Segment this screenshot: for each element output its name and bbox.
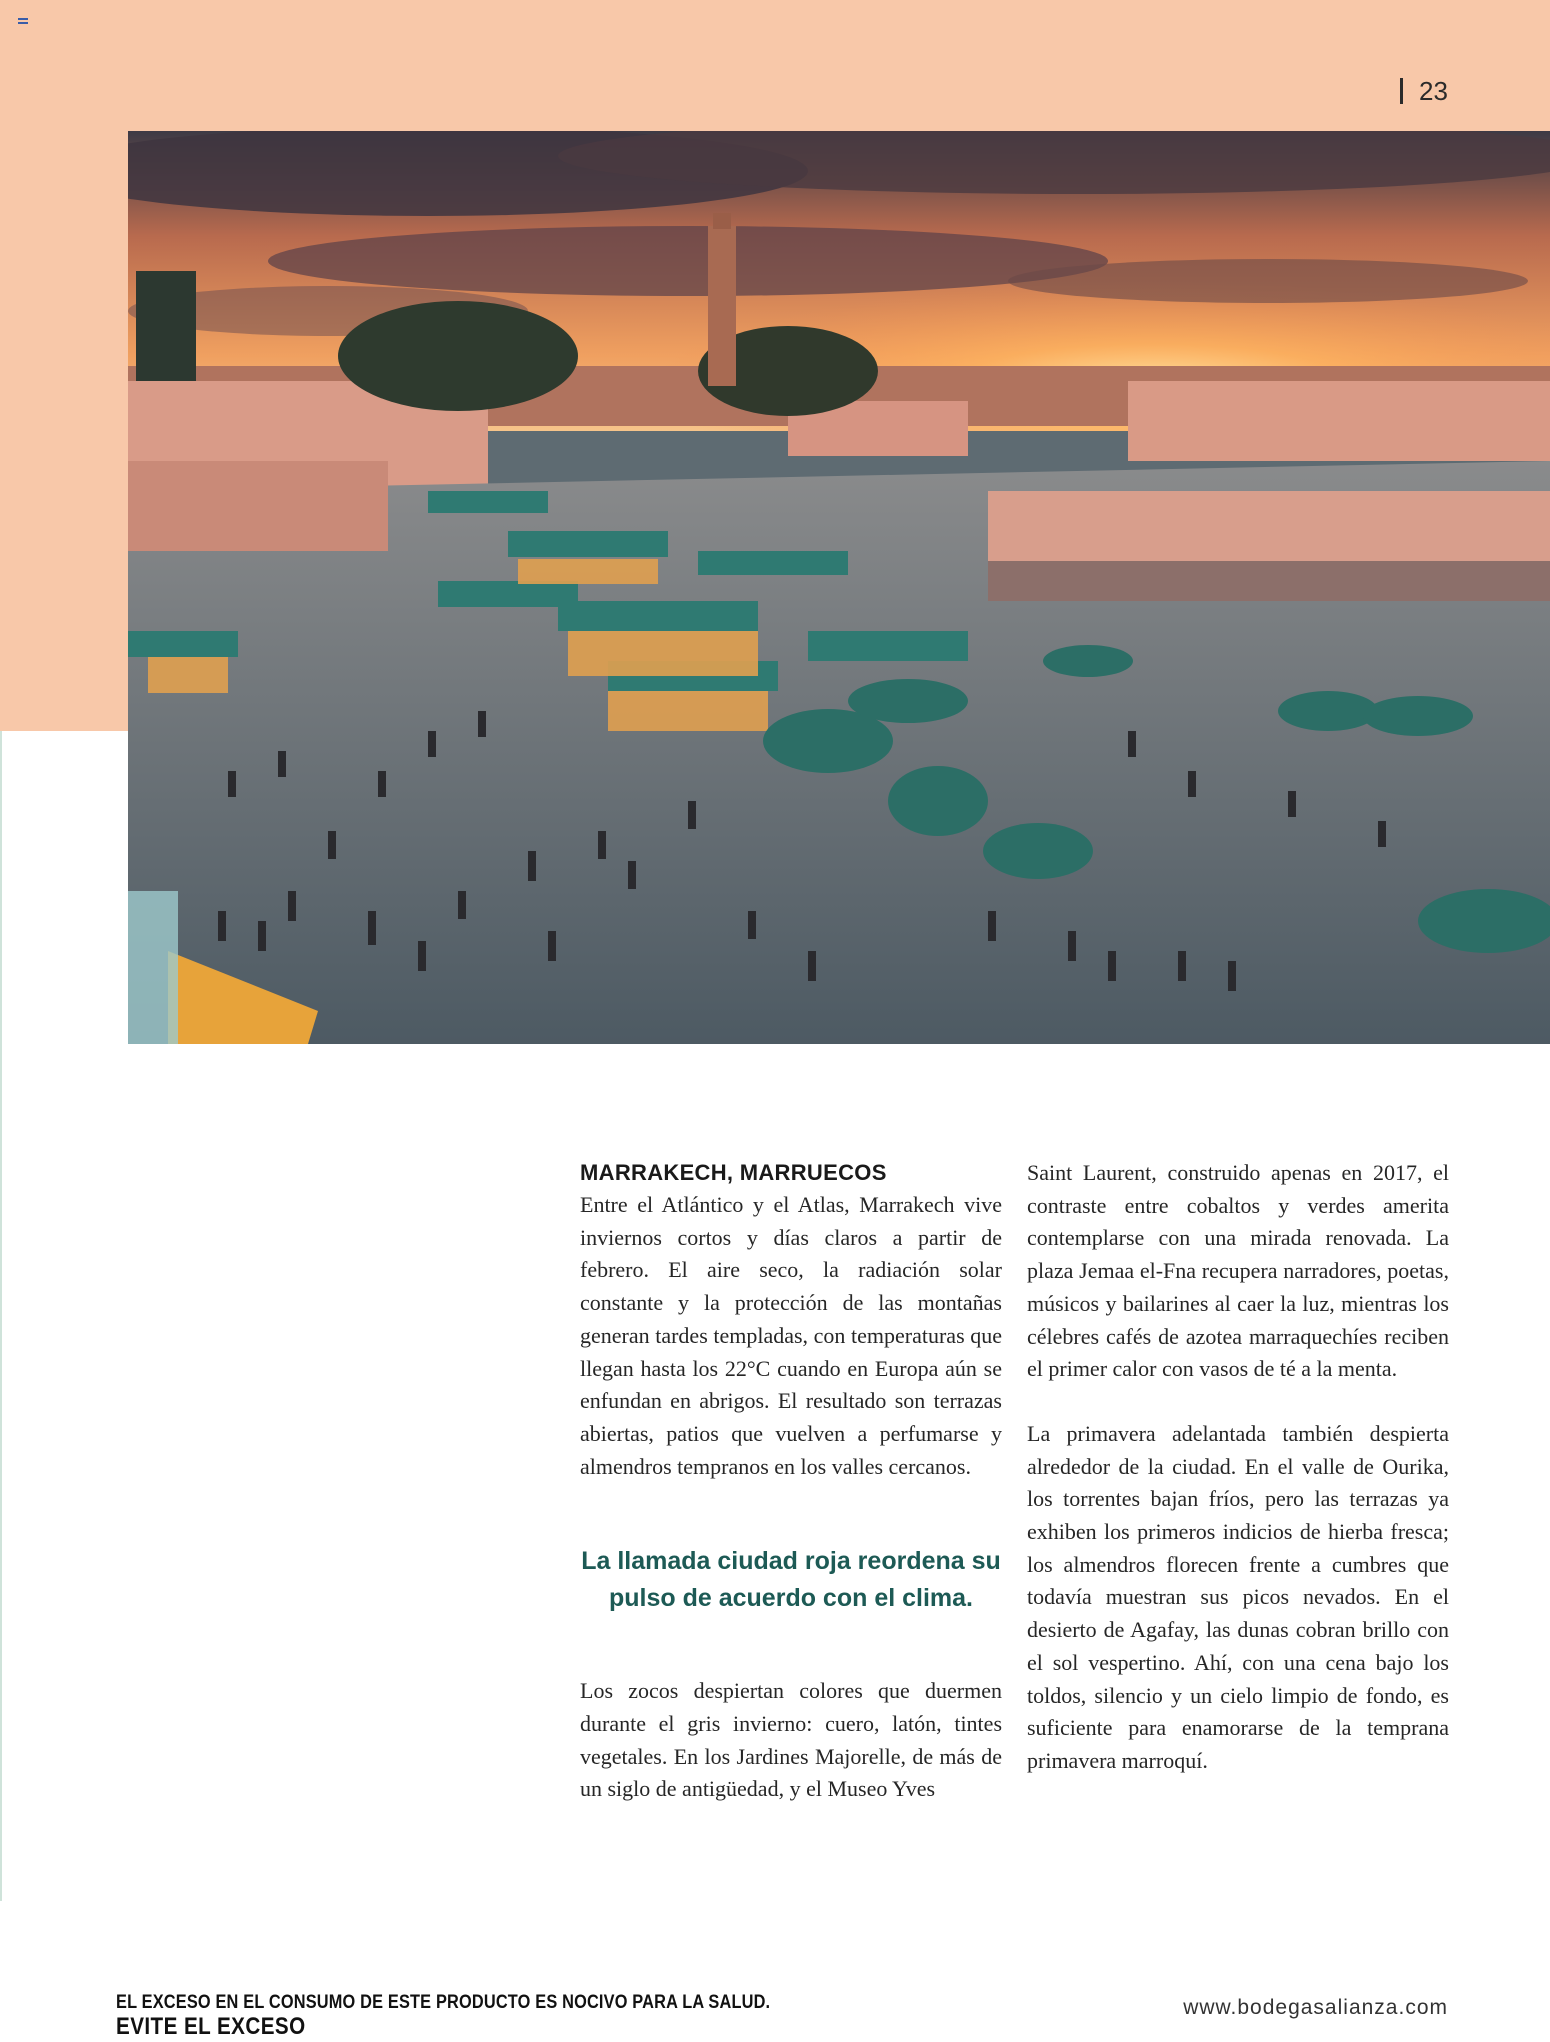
left-edge-line: [0, 731, 2, 1901]
photo-marrakech-square-icon: [128, 131, 1550, 1044]
health-warning: [116, 1992, 770, 2040]
article-heading: MARRAKECH, MARRUECOS: [580, 1160, 887, 1185]
page-number: [1400, 74, 1448, 108]
footer-website-link[interactable]: www.bodegasalianza.com: [1183, 1996, 1448, 2019]
pull-quote: La llamada ciudad roja reordena su pulso de acuerdo con el clima.: [581, 1547, 1001, 1613]
corner-mark-icon: [18, 18, 28, 26]
page-number-value: 23: [1419, 75, 1448, 106]
article-paragraph-4: La primavera adelantada también despierta alrededor de la ciudad. En el valle de Ourika, los torrentes bajan fríos, pero las terrazas ya exhiben los primeros indicios de hierba fresca; los almendros florecen frente a cumbres que todavía muestran sus picos nevados. En el desierto de Agafay, las dunas cobran brillo con el sol vespertino. Ahí, con una cena bajo los toldos, silencio y un cielo limpio de fondo, es suficiente para enamorarse de la temprana primavera marroquí.: [1027, 1420, 1449, 1773]
page-number-divider: [1400, 78, 1403, 104]
paragraph-gap: [1027, 1386, 1449, 1418]
health-warning-line-2: EVITE EL EXCESO: [116, 2013, 306, 2040]
article-paragraph-1: Entre el Atlántico y el Atlas, Marrakech vive inviernos cortos y días claros a partir de febrero. El aire seco, la radiación solar constante y la protección de las montañas generan tardes templadas, con temperaturas que llegan hasta los 22°C cuando en Europa aún se enfundan en abrigos. El resultado son terrazas abiertas, patios que vuelven a perfumarse y almendros tempranos en los valles cercanos.: [580, 1192, 1002, 1479]
marrakech-photo: [128, 131, 1550, 1044]
health-warning-line-1: EL EXCESO EN EL CONSUMO DE ESTE PRODUCTO ES NOCIVO PARA LA SALUD.: [116, 1992, 771, 2013]
article-left-column: [580, 1157, 1002, 1806]
article-paragraph-2: Los zocos despiertan colores que duermen durante el gris invierno: cuero, latón, tintes vegetales. En los Jardines Majorelle, de más de un siglo de antigüedad, y el Museo Yves: [580, 1678, 1002, 1802]
article-right-column: [1027, 1157, 1449, 1778]
article-paragraph-3: Saint Laurent, construido apenas en 2017, el contraste entre cobaltos y verdes amerita contemplarse con una mirada renovada. La plaza Jemaa el-Fna recupera narradores, poetas, músicos y bailarines al caer la luz, mientras los célebres cafés de azotea marraquechíes reciben el primer calor con vasos de té a la menta.: [1027, 1160, 1449, 1382]
